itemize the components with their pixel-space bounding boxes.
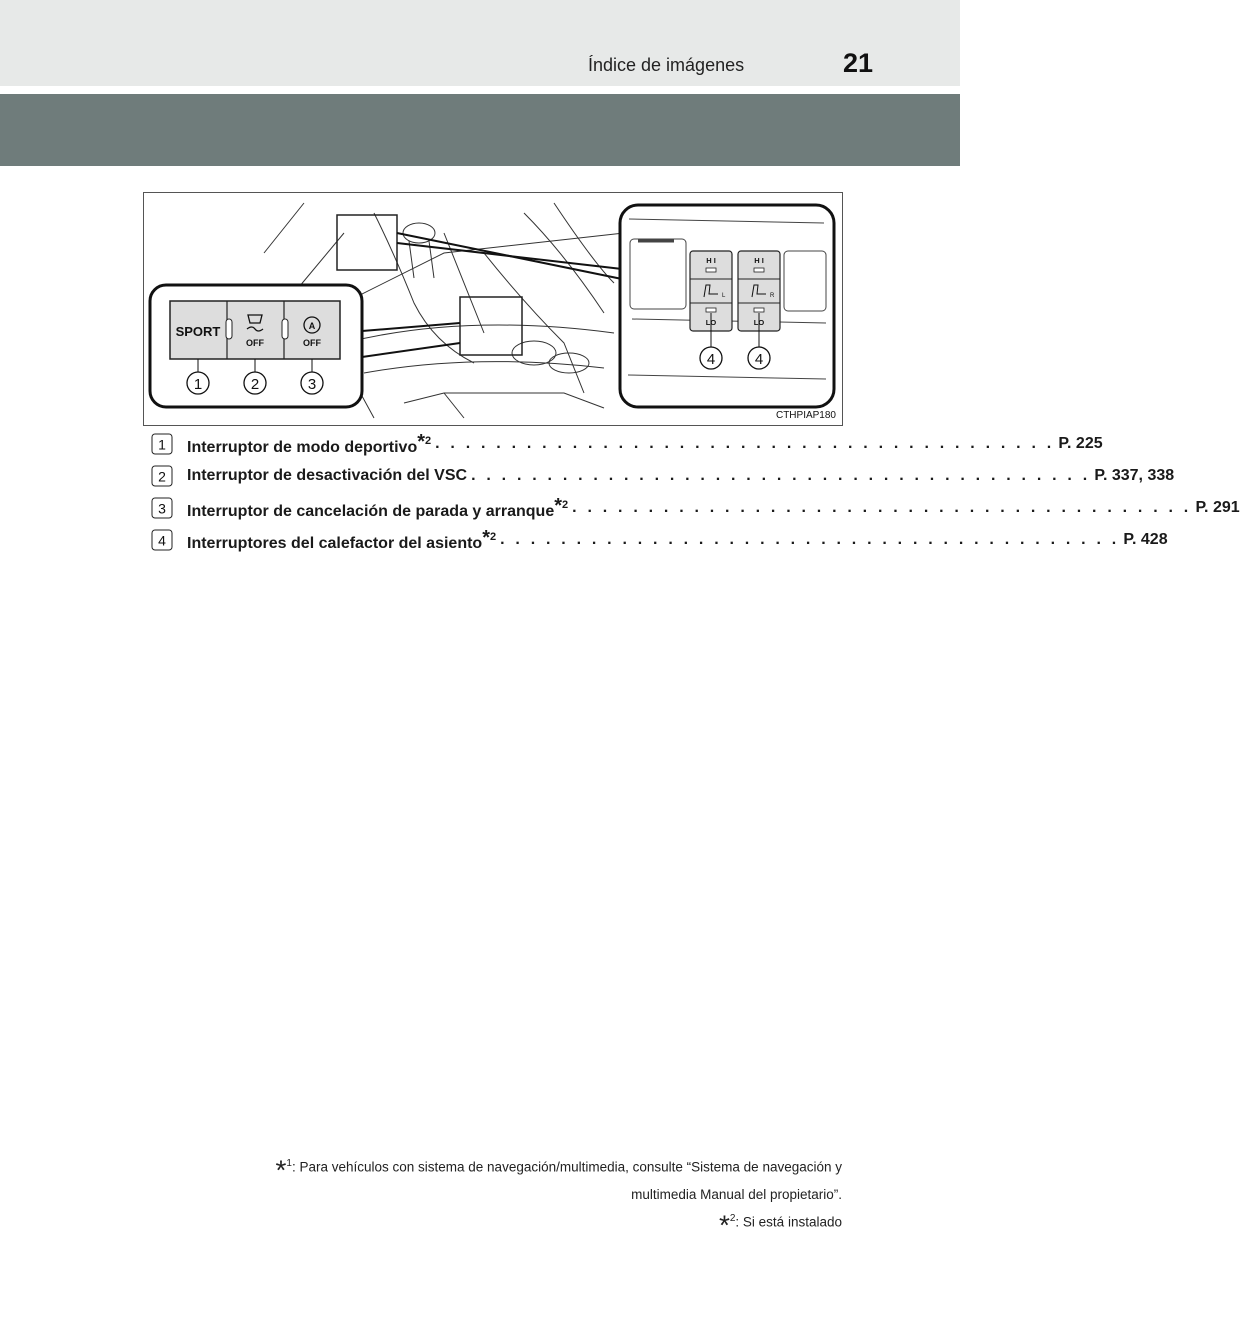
item-number-badge: [151, 465, 173, 487]
page-number: 21: [843, 48, 874, 78]
list-item: [151, 524, 1168, 556]
heater-left-hi: H I: [706, 256, 716, 265]
section-title: Índice de imágenes: [588, 55, 745, 75]
footnote-2: *$^2$: Si está instalado: [718, 1209, 842, 1240]
svg-text:1: 1: [193, 376, 203, 393]
list-item: [151, 428, 1103, 460]
list-item: [151, 460, 1175, 492]
item-list: [151, 428, 1240, 556]
item-number-badge: [151, 529, 173, 551]
console-drawing: [144, 193, 844, 427]
svg-text:3: 3: [307, 376, 317, 393]
header-bar: [0, 0, 960, 86]
sport-switch-label: SPORT: [175, 324, 221, 339]
footnote-ref: 2: [562, 499, 569, 511]
item-label: Interruptor de modo deportivo*$^2$: [187, 431, 432, 456]
callout-4-left: [700, 347, 722, 369]
page-reference-link[interactable]: P. 225: [1058, 435, 1103, 452]
callout-3: [301, 372, 323, 394]
item-number-badge: [151, 433, 173, 455]
footnote-ref: 2: [425, 435, 432, 447]
page-reference-link[interactable]: P. 337, 338: [1094, 467, 1175, 484]
page-reference-link[interactable]: P. 428: [1123, 531, 1168, 548]
leader-dots: . . . . . . . . . . . . . . . . . . . . . . . . . . . . . . . . . . . . . . . . .: [500, 531, 1120, 548]
footnote-star-icon: *: [275, 1154, 287, 1186]
item-number-badge: [151, 497, 173, 519]
header-band: [0, 94, 960, 166]
console-illustration: [143, 192, 843, 426]
footnote-star-icon: *: [482, 527, 490, 549]
figure-code: CTHPIAP180: [775, 410, 836, 421]
item-label: Interruptor de desactivación del VSC: [187, 467, 468, 484]
footnote-star-icon: *: [718, 1209, 730, 1240]
svg-text:4: 4: [706, 351, 716, 368]
item-number: 2: [158, 468, 166, 485]
item-number: 4: [158, 532, 166, 549]
heater-left-l: L: [722, 293, 726, 299]
item-number: 3: [158, 500, 166, 517]
heater-right-r: R: [770, 293, 775, 299]
item-label: Interruptor de cancelación de parada y arranque*$^2$: [187, 495, 569, 520]
heater-left-lo: LO: [705, 318, 717, 327]
list-item: [151, 492, 1240, 524]
callout-1: [187, 372, 209, 394]
stop-start-off-label: OFF: [303, 338, 321, 348]
footnote-star-icon: *: [417, 431, 426, 453]
item-label: Interruptores del calefactor del asiento*$^2$: [187, 527, 497, 552]
callout-4-right: [748, 347, 770, 369]
page-reference-link[interactable]: P. 291: [1195, 499, 1240, 516]
leader-dots: . . . . . . . . . . . . . . . . . . . . . . . . . . . . . . . . . . . . . . . . .: [471, 467, 1091, 484]
footnote-1-continued: multimedia Manual del propietario”.: [631, 1186, 842, 1202]
item-number: 1: [158, 436, 166, 453]
footnote-ref: 2: [490, 531, 497, 543]
svg-text:4: 4: [754, 351, 764, 368]
heater-right-lo: LO: [753, 318, 765, 327]
footnote-1: *$^1$: Para vehículos con sistema de navegación/multimedia, consulte “Sistema de navegación y: [275, 1154, 842, 1186]
leader-dots: . . . . . . . . . . . . . . . . . . . . . . . . . . . . . . . . . . . . . . . . .: [435, 435, 1055, 452]
footnotes: [122, 1152, 842, 1240]
vsc-off-label: OFF: [246, 338, 264, 348]
leader-dots: . . . . . . . . . . . . . . . . . . . . . . . . . . . . . . . . . . . . . . . . .: [572, 499, 1192, 516]
svg-text:2: 2: [250, 376, 260, 393]
footnote-star-icon: *: [554, 495, 563, 517]
stop-start-label: A: [308, 321, 316, 331]
heater-right-hi: H I: [754, 256, 764, 265]
callout-2: [244, 372, 266, 394]
